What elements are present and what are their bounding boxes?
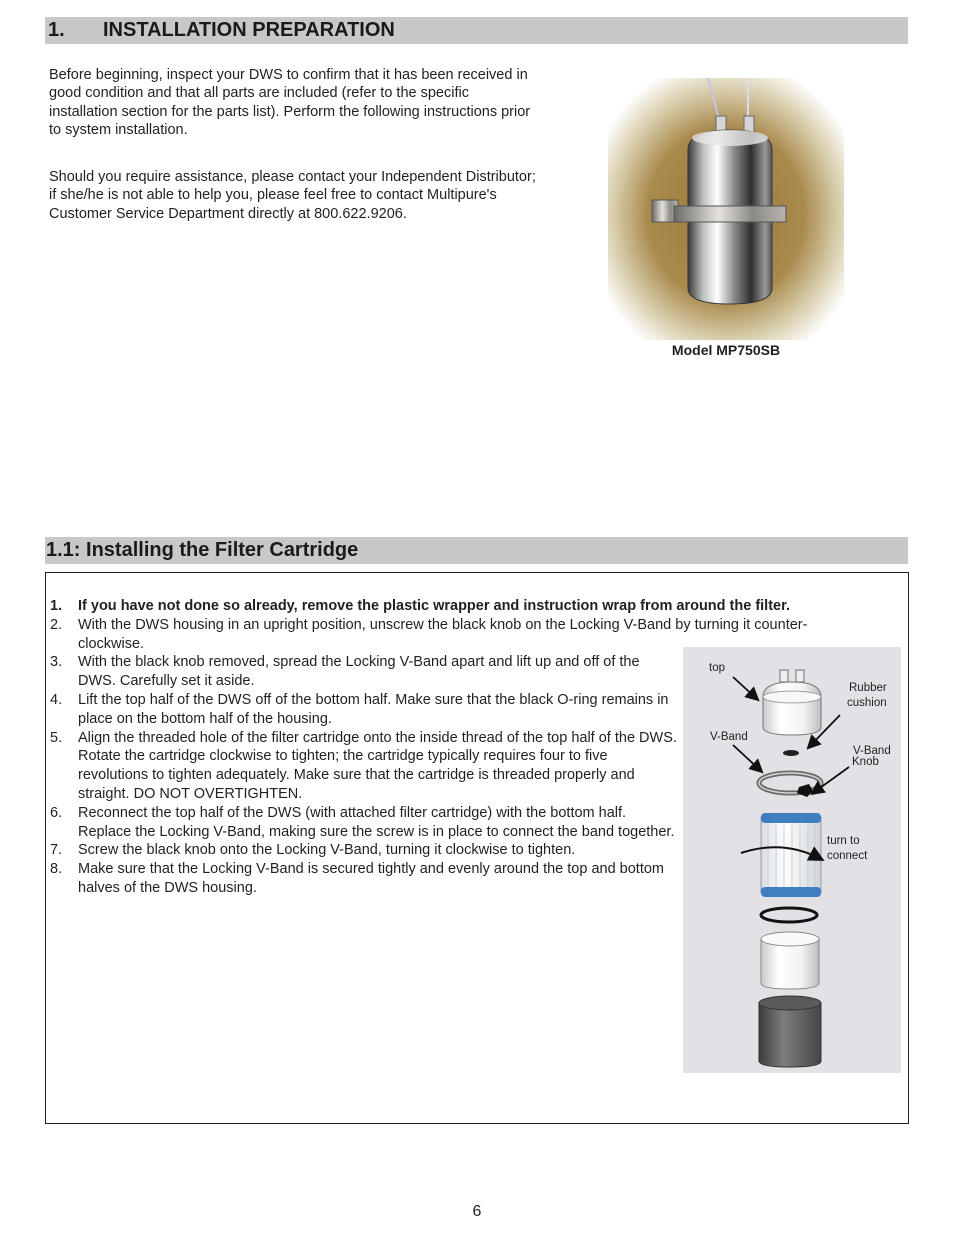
bottom-housing-collar xyxy=(761,932,819,989)
installation-steps-list xyxy=(50,597,808,898)
step-text: Lift the top half of the DWS off of the bottom half. Make sure that the black O-ring remains in place on the bottom half of the housing. xyxy=(78,691,669,727)
step-text: If you have not done so already, remove the plastic wrapper and instruction wrap from around the filter. xyxy=(78,598,790,614)
intro-paragraph-assistance: Should you require assistance, please contact your Independent Distributor; if she/he is not able to help you, please feel free to contact Multipure's Customer Service Department directly at 800.622.9206. xyxy=(49,169,536,222)
step-item xyxy=(50,729,680,804)
step-text: Align the threaded hole of the filter cartridge onto the inside thread of the top half of the DWS. Rotate the cartridge clockwise to tighten; the cartridge typically requires four to five revolutions to tighten adequately. Make sure that the cartridge is threaded properly and straight. DO NOT OVERTIGHTEN. xyxy=(78,729,677,802)
assembly-diagram xyxy=(683,647,901,1073)
step-text: Make sure that the Locking V-Band is secured tightly and evenly around the top and bottom halves of the DWS housing. xyxy=(78,861,665,896)
label-top: top xyxy=(709,662,725,674)
label-turn-to-connect-line2: connect xyxy=(827,850,868,862)
label-turn-to-connect-line1: turn to xyxy=(827,835,860,847)
section-number: 1. xyxy=(48,19,65,41)
step-number: 1. xyxy=(50,598,63,614)
o-ring xyxy=(761,908,817,922)
step-text: Screw the black knob onto the Locking V-Band, turning it clockwise to tighten. xyxy=(78,842,576,859)
label-rubber-cushion-line1: Rubber xyxy=(849,682,887,694)
step-number: 2. xyxy=(50,616,63,633)
label-v-band-knob-line1: V-Band xyxy=(853,745,891,757)
section-header-installing-filter-cartridge xyxy=(45,537,908,564)
section-header-installation-preparation xyxy=(45,17,908,44)
rubber-cushion xyxy=(783,750,799,756)
label-v-band-knob-line2: Knob xyxy=(852,756,879,768)
step-item xyxy=(50,841,680,860)
step-item xyxy=(50,804,680,842)
bottom-housing-shell xyxy=(759,996,821,1067)
label-v-band: V-Band xyxy=(710,731,748,743)
top-housing xyxy=(763,670,821,735)
step-number: 7. xyxy=(50,842,63,859)
v-band-ring xyxy=(759,773,821,797)
step-number: 4. xyxy=(50,691,63,708)
section-title: 1.1: Installing the Filter Cartridge xyxy=(46,539,359,561)
step-item xyxy=(50,860,680,898)
step-number: 8. xyxy=(50,861,63,878)
intro-paragraph-inspect: Before beginning, inspect your DWS to confirm that it has been received in good condition and that all parts are included (refer to the specific installation section for the parts list). Perform the following instructions prior to system installation. xyxy=(49,67,531,138)
step-text: Reconnect the top half of the DWS (with attached filter cartridge) with the bottom half. Replace the Locking V-Band, making sure the screw is in place to connect the band together. xyxy=(78,804,675,840)
photo-caption: Model MP750SB xyxy=(671,342,781,358)
step-number: 6. xyxy=(50,804,63,821)
product-photo-mp750sb xyxy=(608,78,844,340)
label-rubber-cushion-line2: cushion xyxy=(847,697,887,709)
step-item xyxy=(50,597,908,616)
step-number: 5. xyxy=(50,729,63,746)
step-number: 3. xyxy=(50,654,63,671)
page-number: 6 xyxy=(472,1203,482,1220)
step-text: With the DWS housing in an upright position, unscrew the black knob on the Locking V-Band by turning it counter- clockwise. xyxy=(78,616,808,652)
step-item xyxy=(50,691,680,729)
filter-cartridge xyxy=(741,813,821,897)
assembly-diagram-drawing xyxy=(683,647,901,1073)
step-item xyxy=(50,653,680,691)
section-title: INSTALLATION PREPARATION xyxy=(103,19,395,41)
step-text: With the black knob removed, spread the Locking V-Band apart and lift up and off of the DWS. Carefully set it aside. xyxy=(78,654,640,690)
